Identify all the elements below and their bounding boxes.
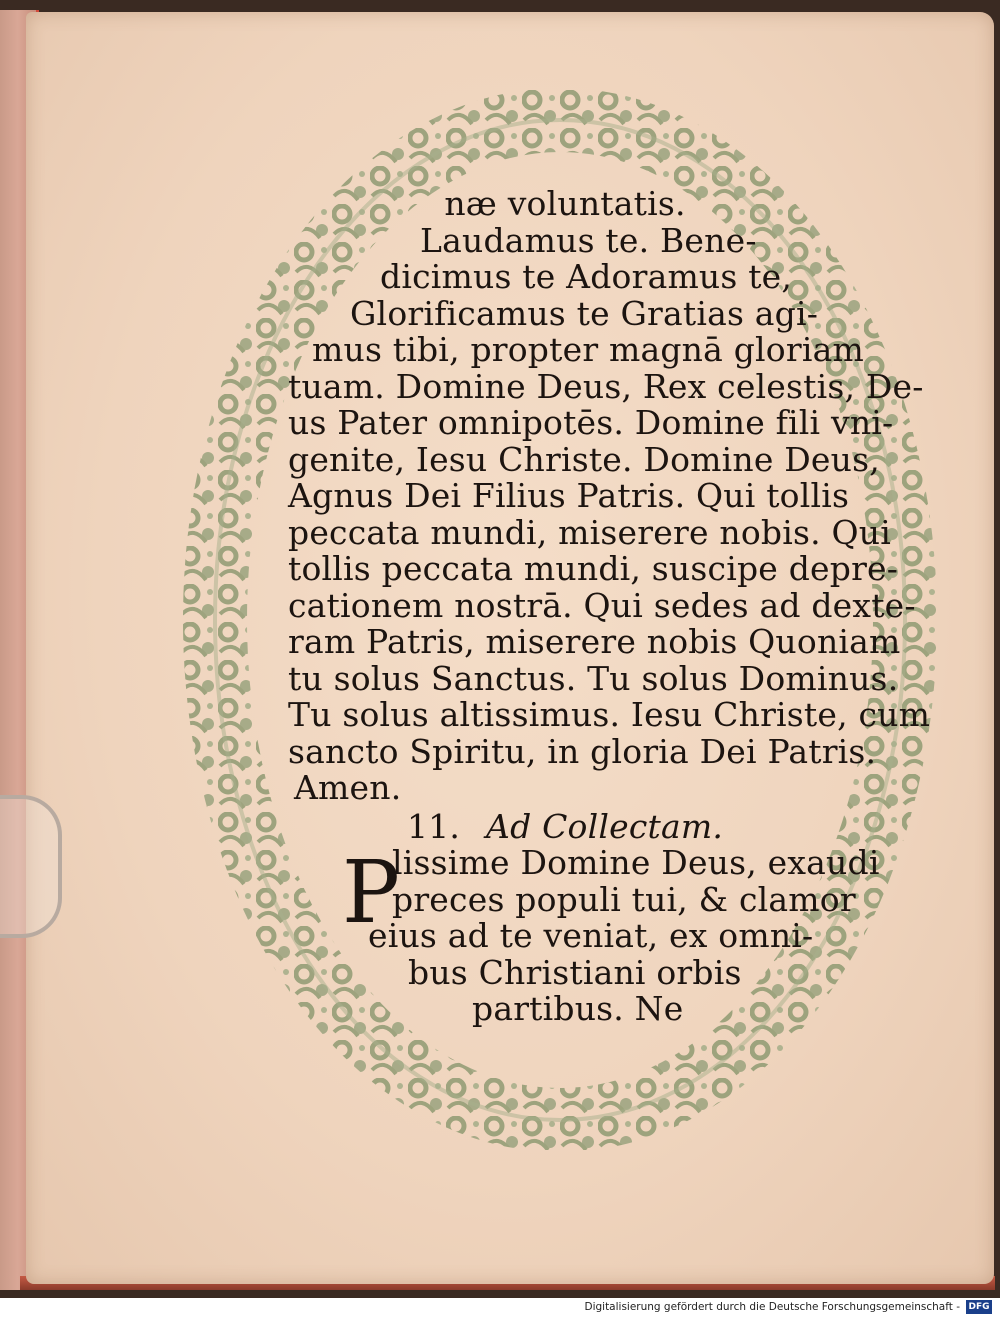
text-line: lissime Domine Deus, exaudi <box>392 843 880 882</box>
text-line: cationem nostrā. Qui sedes ad dexte- <box>288 585 916 625</box>
section-number: 11. <box>406 806 461 846</box>
text-line: Amen. <box>294 768 402 807</box>
text-line: mus tibi, propter magnā gloriam <box>312 330 864 369</box>
footer-bar <box>0 1298 1000 1318</box>
text-line: Agnus Dei Filius Patris. Qui tollis <box>288 476 850 515</box>
section-heading <box>270 806 860 846</box>
text-line: Laudamus te. Bene- <box>420 220 757 260</box>
text-line: genite, Iesu Christe. Domine Deus, <box>288 439 880 479</box>
footer-credit: Digitalisierung gefördert durch die Deutsche Forschungsgemeinschaft - <box>584 1301 960 1313</box>
text-line: Tu solus altissimus. Iesu Christe, cum <box>288 695 931 734</box>
collect-paragraph <box>270 843 880 1028</box>
page-text <box>270 184 931 1028</box>
text-line: tu solus Sanctus. Tu solus Dominus. <box>288 658 899 698</box>
text-line: Glorificamus te Gratias agi- <box>350 293 819 333</box>
text-line: preces populi tui, & clamor <box>392 879 856 919</box>
text-line: tollis peccata mundi, suscipe depre- <box>288 549 899 588</box>
text-line: us Pater omnipotēs. Domine fili vni- <box>288 403 894 442</box>
text-line: sancto Spiritu, in gloria Dei Patris. <box>288 731 877 771</box>
section-title: Ad Collectam. <box>486 806 724 846</box>
dfg-logo: DFG <box>966 1300 992 1314</box>
text-line: næ voluntatis. <box>444 184 686 223</box>
drop-cap: P <box>342 843 401 943</box>
text-line: eius ad te veniat, ex omni- <box>368 916 814 955</box>
text-line: peccata mundi, miserere nobis. Qui <box>288 512 891 552</box>
text-line: partibus. Ne <box>472 989 684 1028</box>
text-line: dicimus te Adoramus te, <box>380 257 793 296</box>
text-line: ram Patris, miserere nobis Quoniam <box>288 622 901 661</box>
text-line: tuam. Domine Deus, Rex celestis, De- <box>288 366 924 406</box>
clasp-icon <box>0 795 62 938</box>
text-line: bus Christiani orbis <box>408 952 742 992</box>
